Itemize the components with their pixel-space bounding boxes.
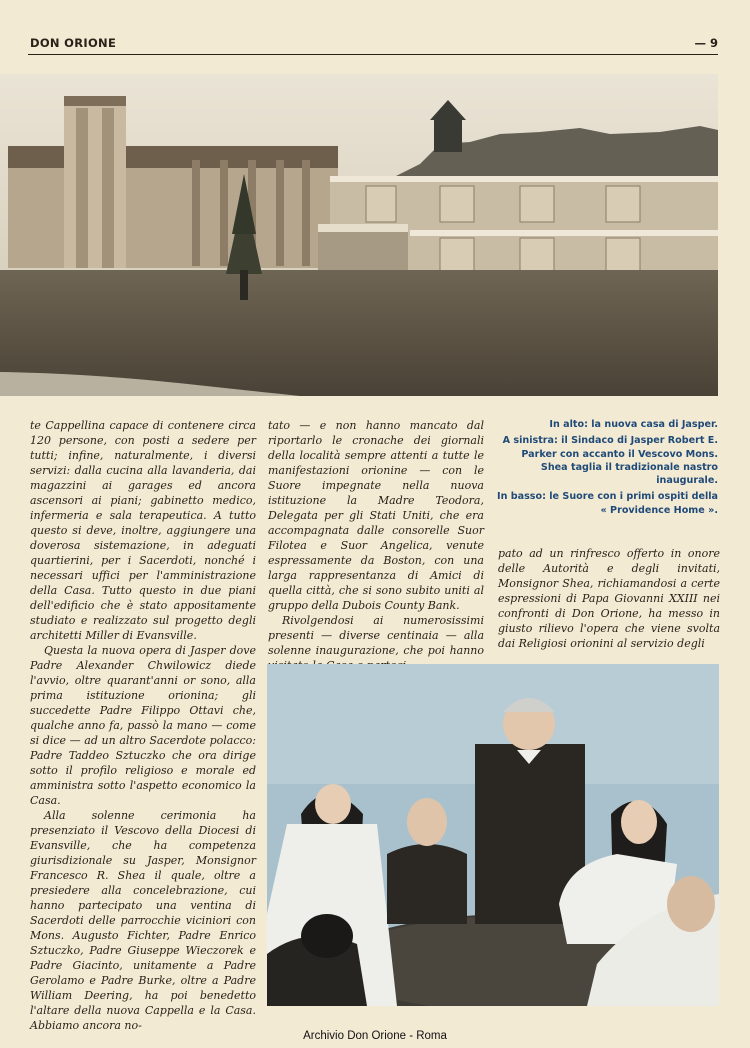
- magazine-title: DON ORIONE: [30, 36, 117, 50]
- article-column-3: [498, 546, 720, 651]
- article-column-1: [30, 418, 256, 1033]
- caption-left: A sinistra: il Sindaco di Jasper Robert E. Parker con accanto il Vescovo Mons. Shea taglia il tradizionale nastro inaugurale.: [502, 435, 718, 487]
- page-header: [28, 36, 718, 55]
- paragraph: te Cappellina capace di contenere circa 120 persone, con posti a sedere per tutti; infine, naturalmente, i diversi servizi: dalla cucina alla lavanderia, dai magazzini ai garages ed ancora ascensori ai piani; gabinetto medico, infermeria e sala terapeutica. A tutto questo si deve, inoltre, aggiungere una doverosa sistemazione, in adeguati quartierini, per i Sacerdoti, nonché i necessari uffici per l'amministrazione della Casa. Tutto questo in due piani dell'edificio che è stato appositamente studiato e realizzato sul progetto degli architetti Miller di Evansville.: [30, 419, 256, 642]
- archive-footer: Archivio Don Orione - Roma: [303, 1030, 447, 1042]
- article-column-2: [268, 418, 484, 673]
- paragraph: pato ad un rinfresco offerto in onore delle Autorità e degli invitati, Monsignor Shea, richiamandosi a certe espressioni di Papa Giovanni XXIII nei confronti di Don Orione, ha messo in giusto rilievo l'opera che viene svolta dai Religiosi orionini al servizio degli: [498, 547, 720, 650]
- photo-sisters-and-guests: [267, 664, 719, 1006]
- caption-top: In alto: la nuova casa di Jasper.: [549, 419, 718, 430]
- page-number: — 9: [694, 36, 718, 50]
- photo-captions: [492, 418, 718, 520]
- caption-bottom: In basso: le Suore con i primi ospiti della « Providence Home ».: [497, 491, 718, 516]
- paragraph: Questa la nuova opera di Jasper dove Padre Alexander Chwilowicz diede l'avvio, oltre quarant'anni or sono, alla prima istituzione orionina; gli succedette Padre Filippo Ottavi che, qualche anno fa, passò la mano — come si dice — ad un altro Sacerdote polacco: Padre Taddeo Sztuczko che ora dirige sotto il profilo religioso e morale ed amministra sotto l'aspetto economico la Casa.: [30, 644, 256, 807]
- paragraph: Alla solenne cerimonia ha presenziato il Vescovo della Diocesi di Evansville, che ha competenza giurisdizionale su Jasper, Monsignor Francesco R. Shea il quale, oltre a presiedere alla concelebrazione, cui hanno partecipato una ventina di Sacerdoti delle parrocchie viciniori con Mons. Augusto Fichter, Padre Enrico Sztuczko, Padre Giuseppe Wieczorek e Padre Giacinto, unitamente a Padre Gerolamo e Padre Burke, oltre a Padre William Deering, ha poi benedetto l'altare della nuova Cappella e la Casa. Abbiamo ancora no-: [30, 809, 256, 1032]
- paragraph: Rivolgendosi ai numerosissimi presenti — diverse centinaia — alla solenne inaugurazione, che poi hanno: [268, 614, 484, 657]
- paragraph: tato — e non hanno mancato dal riportarlo le cronache dei giornali della località sempre attenti a tutte le manifestazioni orionine — con le Suore impegnate nella nuova istituzione la Madre Teodora, Delegata per gli Stati Uniti, che era accompagnata dalle consorelle Suor Filotea e Suor Angelica, venute espressamente da Boston, con una larga rappresentanza di Amici di quella città, che si sono subito uniti al gruppo della Dubois County Bank.: [268, 419, 484, 612]
- photo-new-house-jasper: [0, 74, 718, 396]
